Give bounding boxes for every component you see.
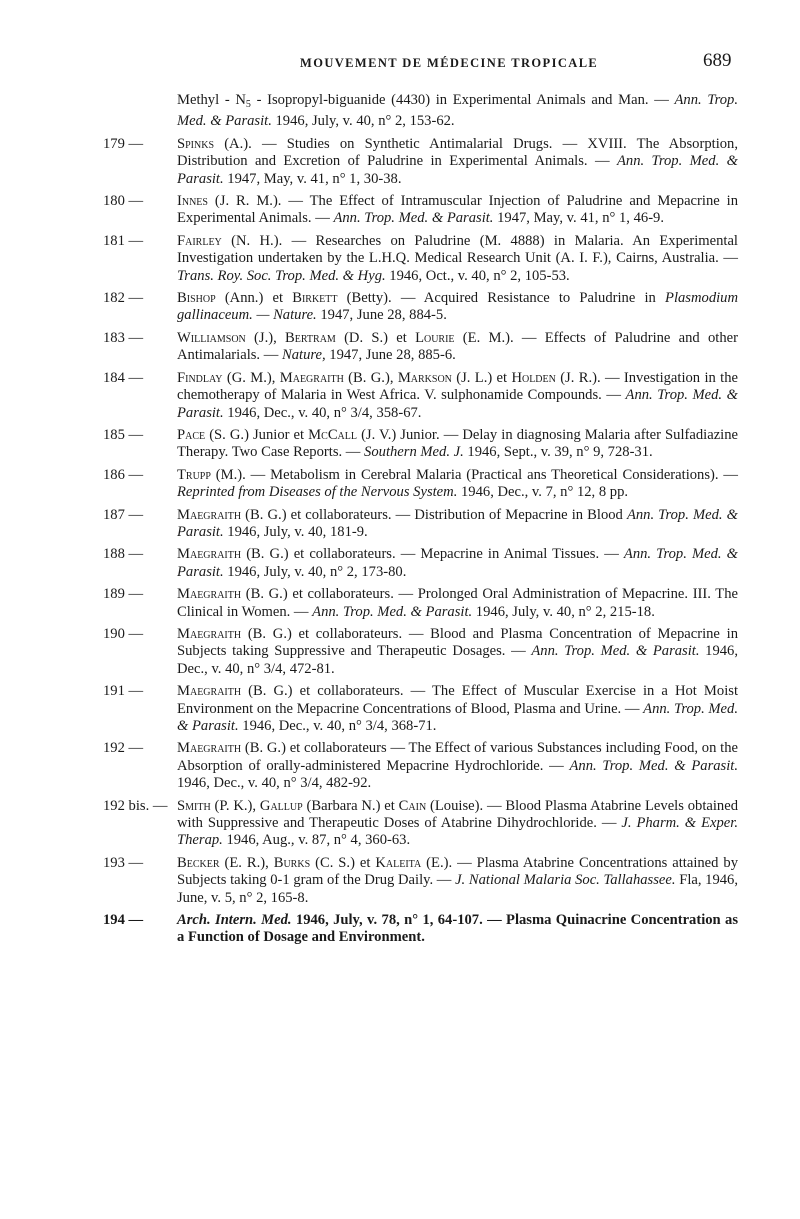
journal-title: Ann. Trop. Med. & Parasit.	[333, 210, 494, 227]
reference-text: Methyl - N	[177, 92, 246, 108]
reference-number: 185 —	[103, 426, 144, 443]
author-name: McCall	[308, 426, 357, 443]
reference-text: - Isopropyl-biguanide (4430) in Experimental Animals and Man. —	[250, 92, 675, 108]
reference-number: 189 —	[103, 586, 144, 603]
reference-entry	[0, 586, 738, 621]
author-name: Smith	[177, 797, 211, 814]
reference-text: (Ann.) et	[215, 290, 293, 307]
reference-text: (J. R. M.). — The Effect of Intramuscular Injection of Paludrine and Mepacrine in Experimental Animals. —	[177, 193, 738, 227]
author-name: Williamson	[177, 329, 246, 346]
reference-text: 1947, May, v. 41, n° 1, 30-38.	[223, 170, 402, 187]
page-header	[0, 50, 800, 74]
reference-number: 182 —	[103, 290, 144, 307]
reference-number: 194 —	[103, 912, 144, 929]
author-name: Becker	[177, 854, 220, 871]
author-name: Maegraith	[177, 740, 242, 757]
reference-entry	[0, 798, 738, 850]
author-name: Markson	[397, 369, 452, 386]
reference-text: (M.). — Metabolism in Cerebral Malaria (Practical ans Theoretical Considerations). —	[210, 466, 738, 483]
reference-text: 1946, Oct., v. 40, n° 2, 105-53.	[385, 267, 570, 284]
reference-text: Fla, 1946, June, v. 5, n° 2, 165-8.	[177, 872, 738, 906]
reference-text: (Louise). — Blood Plasma Atabrine Levels obtained with Suppressive and Therapeutic Doses of Atabrine Dihydrochloride. —	[177, 797, 738, 832]
reference-text: 1946, Aug., v. 87, n° 4, 360-63.	[222, 832, 411, 849]
reference-number: 192 —	[103, 740, 144, 757]
author-name: Findlay	[177, 369, 223, 386]
reference-number: 191 —	[103, 683, 144, 700]
journal-title: Ann. Trop. Med. & Parasit.	[177, 546, 738, 580]
reference-text: 1946, Dec., v. 40, n° 3/4, 472-81.	[177, 643, 738, 677]
reference-entry	[0, 330, 738, 365]
reference-text: (S. G.) Junior et	[205, 426, 309, 443]
reference-text: (E. R.),	[219, 854, 274, 871]
reference-entry	[0, 92, 738, 131]
reference-text: (B. G.) et collaborateurs. — Mepacrine in Animal Tissues. —	[241, 546, 624, 563]
journal-title: Ann. Trop. Med. & Parasit.	[177, 387, 738, 421]
reference-number: 190 —	[103, 625, 144, 642]
reference-number: 183 —	[103, 329, 144, 346]
reference-text: 1947, June 28, 884-5.	[316, 307, 447, 324]
author-name: Burks	[273, 854, 311, 871]
reference-text: 1946, July, v. 40, n° 2, 153-62.	[271, 113, 455, 130]
author-name: Maegraith	[177, 546, 242, 563]
author-name: Lourie	[415, 329, 455, 346]
author-name: Bishop	[177, 290, 216, 307]
author-name: Fairley	[177, 232, 222, 249]
reference-text: (C. S.) et	[310, 854, 376, 871]
reference-number: 192 bis. —	[103, 797, 168, 814]
reference-text: (E. M.). — Effects of Paludrine and other Antimalarials. —	[177, 329, 738, 364]
reference-entry	[0, 467, 738, 502]
reference-number: 184 —	[103, 369, 144, 386]
reference-text: (D. S.) et	[335, 329, 416, 346]
journal-title: Nature,	[281, 347, 326, 364]
reference-text: (A.). — Studies on Synthetic Antimalarial Drugs. — XVIII. The Absorption, Distribution and Excretion of Paludrine in Experimental Animals. —	[177, 135, 738, 170]
reference-entry	[0, 912, 738, 947]
reference-entry	[0, 855, 738, 907]
reference-text: 1947, June 28, 885-6.	[325, 347, 456, 364]
reference-number: 179 —	[103, 135, 144, 152]
journal-title: Ann. Trop. Med. & Parasit.	[531, 643, 700, 660]
author-name: Maegraith	[177, 625, 242, 642]
author-name: Spinks	[177, 135, 215, 152]
reference-number: 180 —	[103, 193, 144, 210]
reference-list	[0, 92, 800, 952]
reference-entry	[0, 507, 738, 542]
reference-text: 1946, Dec., v. 40, n° 3/4, 358-67.	[223, 404, 422, 421]
reference-text: 1946, July, v. 40, n° 2, 215-18.	[472, 603, 655, 620]
reference-text: 1946, Dec., v. 40, n° 3/4, 368-71.	[238, 718, 437, 734]
author-name: Maegraith	[177, 506, 242, 523]
reference-text: (J. L.) et	[451, 369, 512, 386]
reference-text: 1946, Dec., v. 7, n° 12, 8 pp.	[457, 484, 629, 501]
author-name: Gallup	[259, 797, 303, 814]
reference-entry	[0, 683, 738, 735]
author-name: Birkett	[292, 290, 338, 307]
subscript: 5	[245, 99, 251, 110]
reference-entry	[0, 233, 738, 285]
author-name: Cain	[398, 797, 427, 814]
journal-title: Arch. Intern. Med.	[177, 912, 292, 929]
reference-text: (J. R.). — Investigation in the chemotherapy of Malaria in West Africa. V. sulphonamide Compounds. —	[177, 369, 738, 404]
author-name: Bertram	[285, 329, 336, 346]
journal-title: Ann. Trop. Med. & Parasit.	[177, 506, 738, 540]
reference-text: (B. G.),	[343, 369, 398, 386]
author-name: Maegraith	[177, 683, 242, 700]
reference-entry	[0, 626, 738, 678]
journal-title: Plasmodium gallinaceum. — Nature.	[177, 290, 738, 324]
reference-entry	[0, 740, 738, 792]
journal-title: Ann. Trop. Med. & Parasit.	[177, 92, 739, 130]
journal-title: J. Pharm. & Exper. Therap.	[177, 815, 738, 849]
reference-text: (P. K.),	[210, 797, 260, 814]
reference-text: (N. H.). — Researches on Paludrine (M. 4888) in Malaria. An Experimental Investigation undertaken by the L.H.Q. Medical Research Unit (A. I. F.), Cairns, Australia. —	[177, 232, 738, 267]
reference-text: 1947, May, v. 41, n° 1, 46-9.	[493, 210, 664, 227]
author-name: Pace	[177, 426, 206, 443]
reference-text: (Betty). — Acquired Resistance to Paludrine in	[337, 290, 666, 307]
reference-entry	[0, 427, 738, 462]
reference-text: (B. G.) et collaborateurs. — Prolonged Oral Administration of Mepacrine. III. The Clinical in Women. —	[177, 586, 738, 620]
reference-text: 1946, July, v. 78, n° 1, 64-107. — Plasma Quinacrine Concentration as a Function of Dosage and Environment.	[177, 912, 739, 946]
reference-entry	[0, 193, 738, 228]
reference-text: (J. V.) Junior. — Delay in diagnosing Malaria after Sulfadiazine Therapy. Two Case Reports. —	[177, 426, 738, 461]
journal-title: Ann. Trop. Med. & Parasit.	[312, 603, 473, 620]
reference-number: 186 —	[103, 466, 144, 483]
journal-title: J. National Malaria Soc. Tallahassee.	[455, 872, 676, 889]
reference-text: 1946, Dec., v. 40, n° 3/4, 482-92.	[177, 775, 372, 792]
reference-text: (Barbara N.) et	[302, 797, 399, 814]
reference-number: 181 —	[103, 232, 144, 249]
reference-text: (B. G.) et collaborateurs. — The Effect of Muscular Exercise in a Hot Moist Environment on the Mepacrine Concentrations of Blood, Plasma and Urine. —	[177, 683, 738, 717]
author-name: Trupp	[177, 466, 211, 483]
reference-entry	[0, 290, 738, 325]
journal-title: Ann. Trop. Med. & Parasit.	[569, 757, 738, 774]
reference-text: 1946, Sept., v. 39, n° 9, 728-31.	[463, 444, 653, 461]
journal-title: Southern Med. J.	[364, 444, 464, 461]
reference-entry	[0, 370, 738, 422]
journal-title: Ann. Trop. Med. & Parasit.	[177, 700, 738, 734]
author-name: Holden	[511, 369, 556, 386]
reference-entry	[0, 546, 738, 581]
author-name: Maegraith	[177, 586, 242, 603]
author-name: Innes	[177, 193, 208, 210]
reference-text: (B. G.) et collaborateurs — The Effect of various Substances including Food, on the Absorption of orally-administered Mepacrine Hydrochloride. —	[177, 740, 738, 774]
journal-title: Ann. Trop. Med. & Parasit.	[177, 153, 738, 187]
reference-number: 188 —	[103, 546, 144, 563]
journal-title: Trans. Roy. Soc. Trop. Med. & Hyg.	[177, 267, 386, 284]
reference-text: (E.). — Plasma Atabrine Concentrations attained by Subjects taking 0-1 gram of the Drug Daily. —	[177, 854, 738, 889]
author-name: Maegraith	[279, 369, 344, 386]
reference-text: (J.),	[245, 329, 285, 346]
running-title: MOUVEMENT DE MÉDECINE TROPICALE	[300, 56, 599, 70]
reference-number: 193 —	[103, 854, 144, 871]
journal-title: Reprinted from Diseases of the Nervous System.	[177, 484, 458, 501]
reference-text: 1946, July, v. 40, n° 2, 173-80.	[223, 563, 407, 580]
reference-text: (B. G.) et collaborateurs. — Distribution of Mepacrine in Blood	[241, 506, 627, 523]
reference-number: 187 —	[103, 506, 144, 523]
reference-entry	[0, 136, 738, 188]
author-name: Kaleita	[375, 854, 422, 871]
reference-text: (B. G.) et collaborateurs. — Blood and Plasma Concentration of Mepacrine in Subjects taking Suppressive and Therapeutic Dosages. —	[177, 625, 738, 660]
page-number: 689	[703, 50, 732, 71]
reference-text: 1946, July, v. 40, 181-9.	[223, 523, 368, 540]
reference-text: (G. M.),	[222, 369, 280, 386]
